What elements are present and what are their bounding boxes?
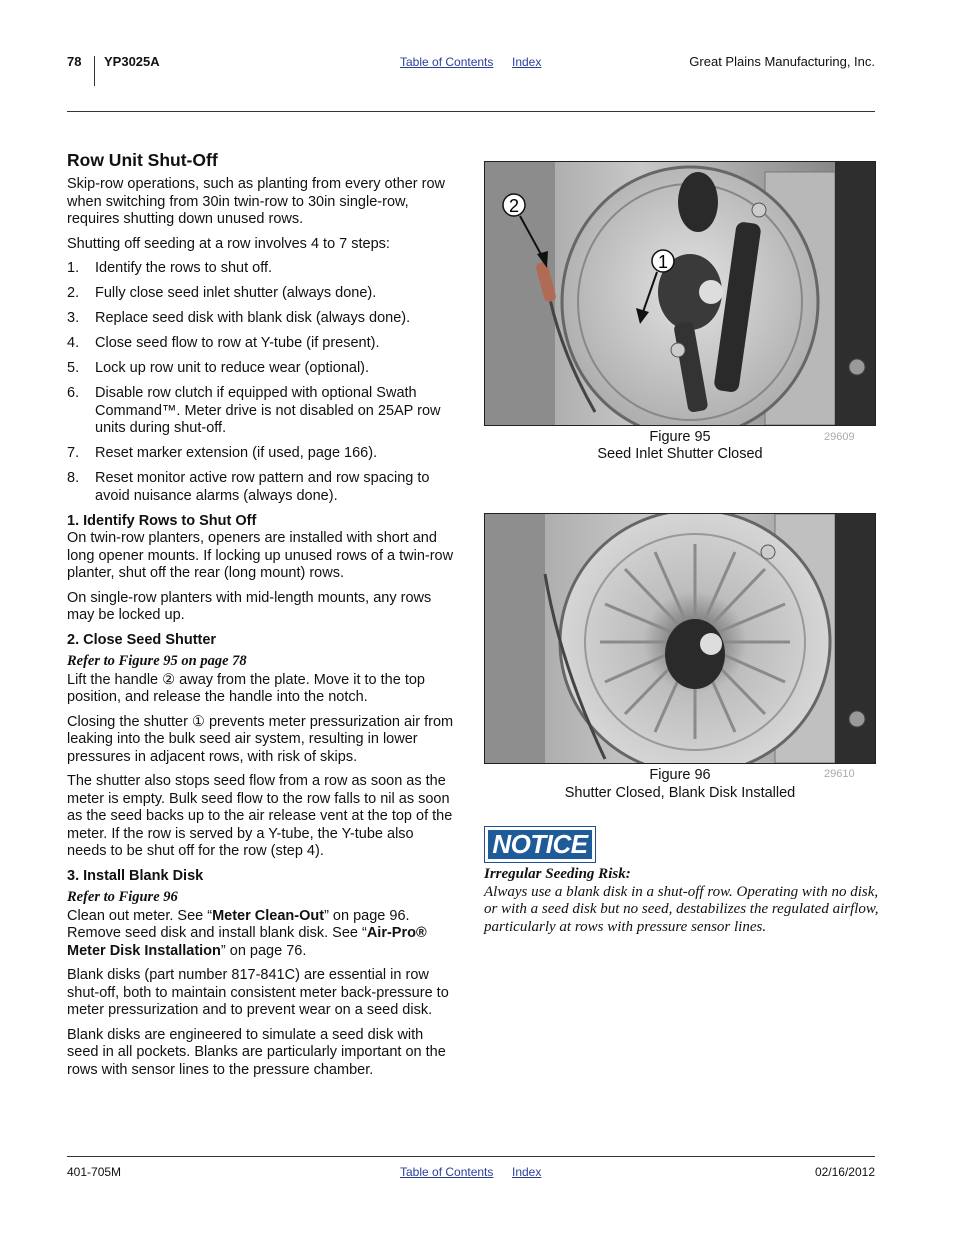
figure-96-caption: Shutter Closed, Blank Disk Installed	[564, 785, 796, 801]
callout-2-label: 2	[508, 196, 520, 216]
sub2-paragraph-3: The shutter also stops seed flow from a row as soon as the meter is empty. Bulk seed flow to the row falls to nil as soon as the seed backs up to the air release vent at the top of the meter. If the row is served by a Y-tube, the Y-tube also needs to be shut off for the row (step 4).	[67, 773, 453, 859]
disk-installation-link[interactable]: Air-Pro® Meter Disk Installation	[67, 925, 427, 959]
index-link-bottom[interactable]: Index	[512, 1165, 542, 1179]
list-item: 5. Lock up row unit to reduce wear (optional).	[67, 360, 370, 376]
figure-96-image	[484, 513, 876, 764]
steps-intro: Shutting off seeding at a row involves 4 to 7 steps:	[67, 235, 390, 252]
figure-96-reference[interactable]: Refer to Figure 96	[67, 889, 178, 905]
figure-95-caption: Seed Inlet Shutter Closed	[597, 446, 763, 462]
figure-96-label: Figure 96	[649, 767, 711, 783]
company-name: Great Plains Manufacturing, Inc.	[689, 54, 875, 69]
notice-badge	[484, 826, 596, 863]
sub2-paragraph-1: Lift the handle ② away from the plate. Move it to the top position, and release the handle into the notch.	[67, 671, 425, 705]
list-item: 7. Reset marker extension (if used, page 166).	[67, 445, 378, 461]
header-rule	[67, 111, 875, 112]
notice-label: NOTICE	[488, 830, 592, 859]
sub3-paragraph-3: Blank disks are engineered to simulate a seed disk with seed in all pockets. Blanks are particularly important on the rows with sensor lines to the pressure chamber.	[67, 1026, 446, 1078]
sub1-paragraph-2: On single-row planters with mid-length mounts, any rows may be locked up.	[67, 589, 432, 623]
figure-95-id: 29609	[824, 431, 855, 443]
sub1-title: 1. Identify Rows to Shut Off	[67, 512, 257, 529]
meter-clean-out-link[interactable]: Meter Clean-Out	[212, 907, 325, 924]
doc-date: 02/16/2012	[814, 1165, 875, 1179]
notice-text-block	[484, 866, 879, 936]
sub2-paragraph-2: Closing the shutter ① prevents meter pressurization air from leaking into the bulk seed air system, resulting in lower pressures in adjacent rows, with risk of skips.	[67, 713, 454, 765]
sub1-paragraph-1: On twin-row planters, openers are installed with short and long opener mounts. If locking up unused rows of a twin-row planter, shut off the rear (long mount) rows.	[67, 530, 454, 581]
figure-96-id: 29610	[824, 768, 855, 780]
figure-95-image	[484, 161, 876, 426]
model-name: YP3025A	[104, 54, 160, 69]
sub3-title: 3. Install Blank Disk	[67, 867, 204, 884]
list-item: 2. Fully close seed inlet shutter (always done).	[67, 285, 377, 301]
list-item: 3. Replace seed disk with blank disk (always done).	[67, 310, 411, 326]
sub3-paragraph-2: Blank disks (part number 817-841C) are essential in row shut-off, both to maintain consistent meter back-pressure to meter pressurization and to prevent wear on a seed disk.	[67, 967, 449, 1018]
sub2-title: 2. Close Seed Shutter	[67, 631, 217, 648]
notice-title: Irregular Seeding Risk:	[484, 866, 631, 882]
list-item: 8. Reset monitor active row pattern and row spacing to avoid nuisance alarms (always done).	[67, 470, 430, 504]
steps-list	[67, 260, 457, 505]
intro-paragraph: Skip-row operations, such as planting from every other row when switching from 30in twin-row to 30in single-row, requires shutting down unused rows.	[67, 176, 445, 227]
doc-number: 401-705M	[67, 1165, 122, 1179]
page-number: 78	[67, 54, 82, 69]
list-item: 4. Close seed flow to row at Y-tube (if present).	[67, 335, 380, 351]
footer-rule	[67, 1156, 875, 1157]
callout-1-label: 1	[657, 252, 669, 272]
figure-95-label: Figure 95	[649, 429, 711, 445]
toc-link-bottom[interactable]: Table of Contents	[400, 1165, 494, 1179]
list-item: 6. Disable row clutch if equipped with optional Swath Command™. Meter drive is not disabled on 25AP row units during shut-off.	[67, 385, 441, 436]
figure-95-reference[interactable]: Refer to Figure 95 on page 78	[67, 653, 247, 669]
list-item: 1. Identify the rows to shut off.	[67, 260, 273, 276]
section-title: Row Unit Shut-Off	[67, 150, 218, 170]
left-column	[67, 150, 457, 1086]
toc-link-top[interactable]: Table of Contents	[400, 55, 494, 69]
notice-body: Always use a blank disk in a shut-off row. Operating with no disk, or with a seed disk but no seed, destabilizes the regulated airflow, particularly at rows with pressure sensor lines.	[484, 883, 879, 935]
sub3-paragraph-1: Clean out meter. See “Meter Clean-Out” on page 96. Remove seed disk and install blank disk. See “Air-Pro® Meter Disk Installation” on page 76.	[67, 907, 427, 959]
index-link-top[interactable]: Index	[512, 55, 542, 69]
header-divider	[94, 56, 95, 86]
